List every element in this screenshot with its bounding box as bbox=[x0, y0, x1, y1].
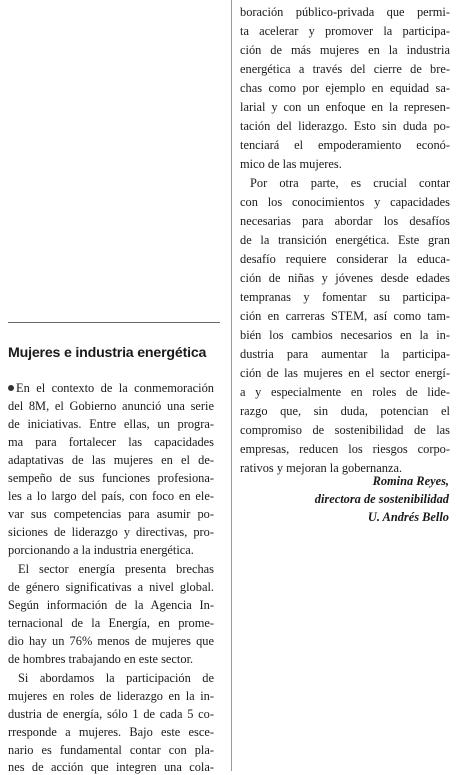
text-line: ción de niñas y jóvenes desde edades bbox=[240, 271, 450, 285]
signature-name: Romina Reyes, bbox=[372, 474, 449, 488]
text-line: a y especialmente en roles de lide- bbox=[240, 385, 450, 399]
text-line: empresas, reducen los riesgos corpo- bbox=[240, 442, 450, 456]
text-line: chas como por ejemplo en equidad sa- bbox=[240, 81, 450, 95]
signature-org: U. Andrés Bello bbox=[367, 510, 449, 524]
text-line: de la transición energética. Este gran bbox=[240, 233, 450, 247]
text-line: var sus competencias para asumir po- bbox=[8, 507, 214, 521]
text-line: sempeño de sus funciones profesiona- bbox=[8, 471, 214, 485]
article-heading: Mujeres e industria energética bbox=[8, 345, 207, 361]
text-line: En el contexto de la conmemoración bbox=[8, 381, 214, 396]
text-line: ción de más mujeres en la industria bbox=[240, 43, 450, 57]
text-line: larial y con un enfoque en la represen- bbox=[240, 100, 450, 114]
text-line: dio hay un 76% menos de mujeres que bbox=[8, 634, 214, 648]
text-line: adaptativas de las mujeres en el de- bbox=[8, 453, 214, 467]
text-line: porcionando a la industria energética. bbox=[8, 543, 194, 557]
text-line: nario es fundamental contar con pla- bbox=[8, 743, 214, 757]
text-line: desafío requiere considerar la educa- bbox=[240, 252, 450, 266]
text-line: ma para fortalecer las capacidades bbox=[8, 435, 214, 449]
text-line: de iniciativas. Entre ellas, un progra- bbox=[8, 417, 214, 431]
text-line: energética a través del cierre de bre- bbox=[240, 62, 450, 76]
text-line: dustria para aumentar la participa- bbox=[240, 347, 450, 361]
text-line: boración público-privada que permi- bbox=[240, 5, 450, 19]
bullet-icon bbox=[8, 385, 14, 391]
text-line: de género significativas a nivel global. bbox=[8, 580, 214, 594]
text-line: siciones de liderazgo y directivas, pro- bbox=[8, 525, 214, 539]
text-line: bién los cambios necesarios en la in- bbox=[240, 328, 450, 342]
section-rule bbox=[8, 322, 220, 323]
text-line: dustria de energía, sólo 1 de cada 5 co- bbox=[8, 707, 214, 721]
text-line: necesarias para abordar los desafíos bbox=[240, 214, 450, 228]
text-line: tenciará el empoderamiento econó- bbox=[240, 138, 450, 152]
text-line: con los conocimientos y capacidades bbox=[240, 195, 450, 209]
text-line: les a lo largo del país, con foco en ele- bbox=[8, 489, 214, 503]
text-line: Si abordamos la participación de bbox=[18, 671, 214, 685]
text-line: de hombres trabajando en este sector. bbox=[8, 652, 194, 666]
text-line: tación del liderazgo. Esto sin duda po- bbox=[240, 119, 450, 133]
text-line: rresponde a mujeres. Bajo este esce- bbox=[8, 725, 214, 739]
text-line: nes de acción que integren una cola- bbox=[8, 760, 214, 774]
signature-role: directora de sostenibilidad bbox=[314, 492, 449, 506]
text-line: ta acelerar y promover la participa- bbox=[240, 24, 450, 38]
text-line: razgo que, sin duda, potencian el bbox=[240, 404, 450, 418]
text-line: Por otra parte, es crucial contar bbox=[250, 176, 450, 190]
text-line: El sector energía presenta brechas bbox=[18, 562, 214, 576]
text-line: mujeres en roles de liderazgo en la in- bbox=[8, 689, 214, 703]
text-line: rativos y mejoran la gobernanza. bbox=[240, 461, 403, 475]
column-divider bbox=[231, 0, 232, 771]
text-line: mico de las mujeres. bbox=[240, 157, 342, 171]
text-line: del 8M, el Gobierno anunció una serie bbox=[8, 399, 214, 413]
text-line: ternacional de la Energía, en prome- bbox=[8, 616, 214, 630]
text-line: ción en carreras STEM, así como tam- bbox=[240, 309, 450, 323]
text-line: compromiso de sostenibilidad de las bbox=[240, 423, 450, 437]
text-line: Según información de la Agencia In- bbox=[8, 598, 214, 612]
text-line: tempranas y fomentar su participa- bbox=[240, 290, 450, 304]
text-line: ción de las mujeres en el sector energí- bbox=[240, 366, 450, 380]
